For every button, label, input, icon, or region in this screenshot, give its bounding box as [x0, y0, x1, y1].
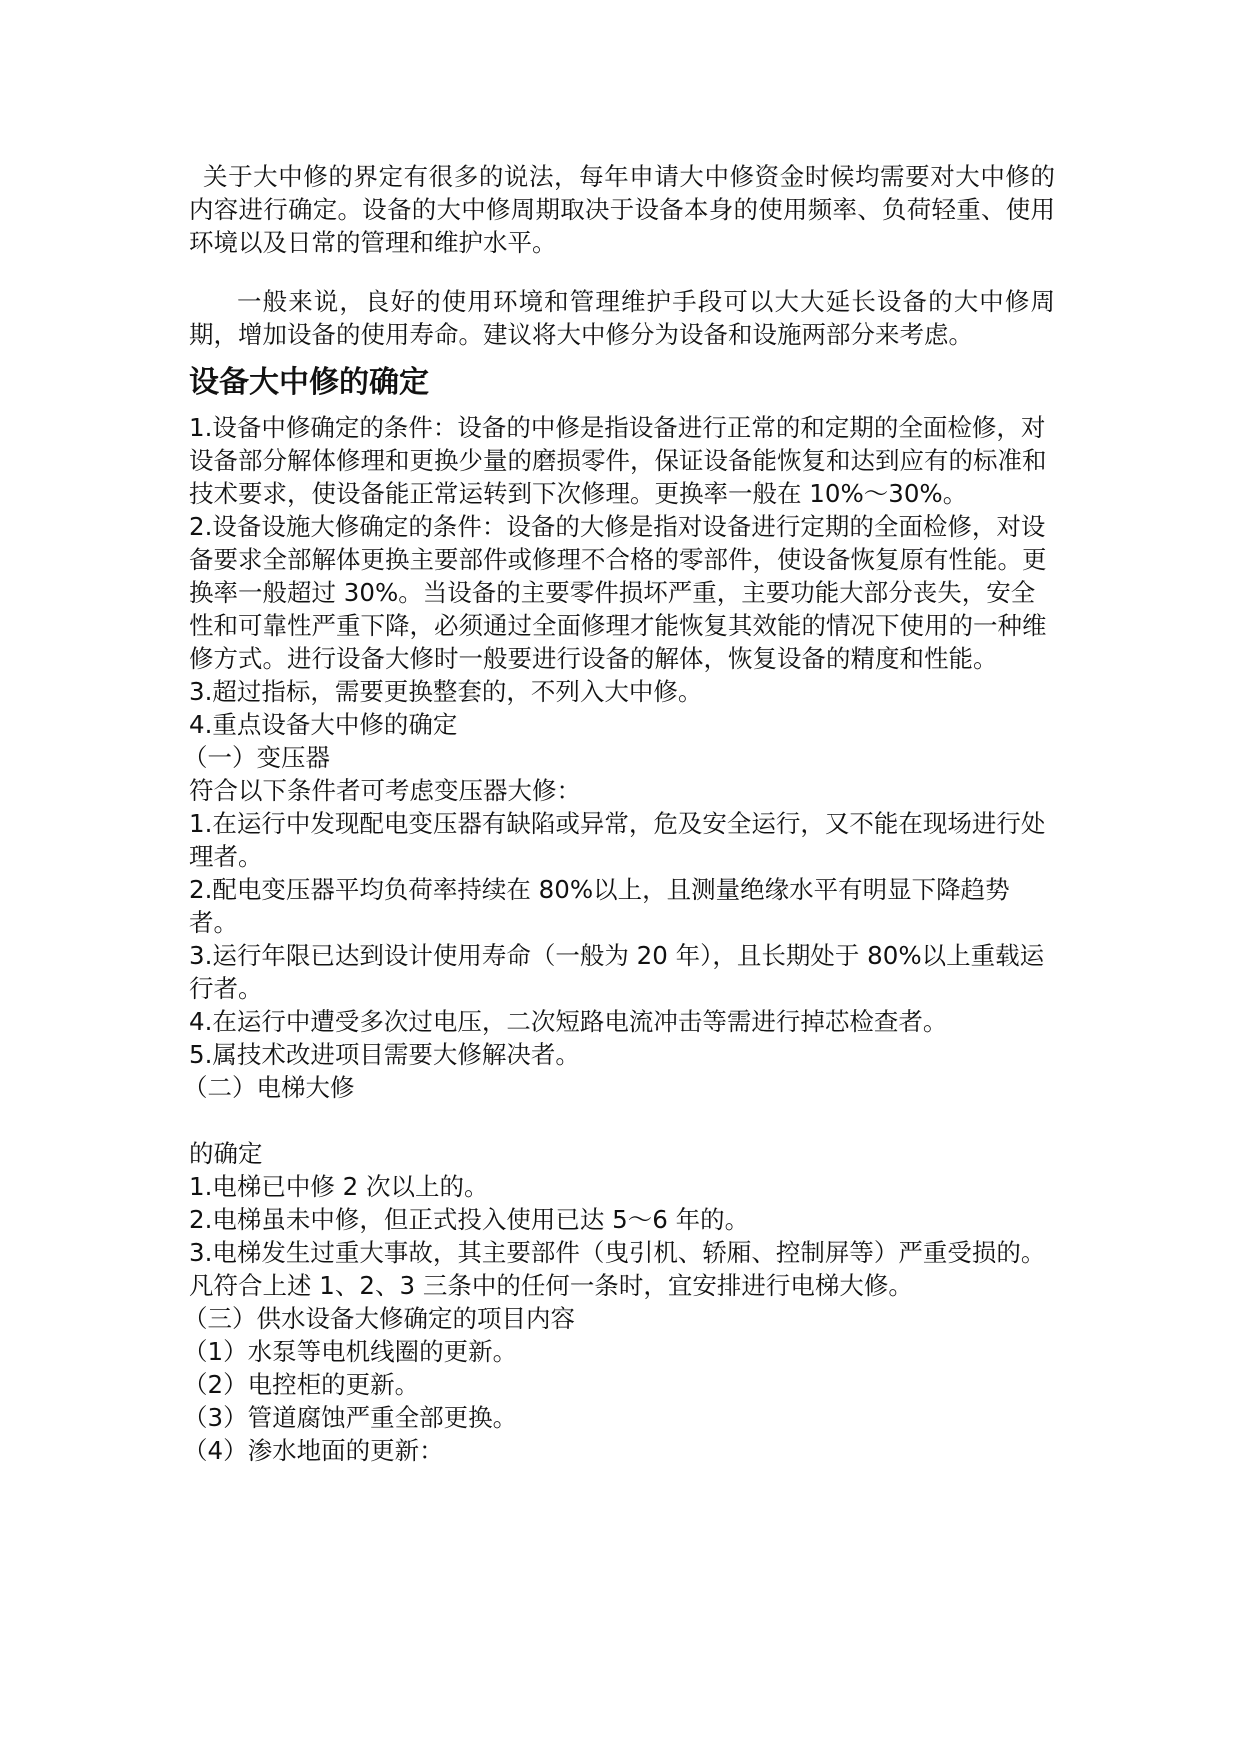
item-2: 2.设备设施大修确定的条件：设备的大修是指对设备进行定期的全面检修，对设备要求全部解体更换主要部件或修理不合格的零部件，使设备恢复原有性能。更换率一般超过 30%。当设备的主要零件损坏严重，主要功能大部分丧失，安全性和可靠性严重下降，必须通过全面修理才能恢复其效能的情况下使用的一种维修方式。进行设备大修时一般要进行设备的解体，恢复设备的精度和性能。 — [189, 512, 1047, 673]
item-1: 1.设备中修确定的条件：设备的中修是指设备进行正常的和定期的全面检修，对设备部分解体修理和更换少量的磨损零件，保证设备能恢复和达到应有的标准和技术要求，使设备能正常运转到下次修理。更换率一般在 10%～30%。 — [189, 413, 1047, 508]
elevator-condition-1: 1.电梯已中修 2 次以上的。 — [189, 1172, 489, 1201]
section-heading: 设备大中修的确定 — [189, 365, 429, 400]
item-4: 4.重点设备大中修的确定 — [189, 710, 458, 739]
water-item-2: （2）电控柜的更新。 — [183, 1370, 420, 1399]
transformer-condition-5: 5.属技术改进项目需要大修解决者。 — [189, 1040, 580, 1069]
elevator-heading: （二）电梯大修 — [183, 1073, 355, 1102]
water-item-3: （3）管道腐蚀严重全部更换。 — [183, 1403, 518, 1432]
transformer-condition-3: 3.运行年限已达到设计使用寿命（一般为 20 年），且长期处于 80%以上重载运行者。 — [189, 941, 1045, 1003]
transformer-condition-1: 1.在运行中发现配电变压器有缺陷或异常，危及安全运行，又不能在现场进行处理者。 — [189, 809, 1046, 871]
elevator-condition-2: 2.电梯虽未中修，但正式投入使用已达 5～6 年的。 — [189, 1205, 750, 1234]
transformer-condition-2: 2.配电变压器平均负荷率持续在 80%以上，且测量绝缘水平有明显下降趋势者。 — [189, 875, 1010, 937]
blank-line — [189, 1104, 1055, 1137]
elevator-heading-continued: 的确定 — [189, 1139, 263, 1168]
transformer-intro: 符合以下条件者可考虑变压器大修： — [189, 776, 581, 805]
item-3: 3.超过指标，需要更换整套的，不列入大中修。 — [189, 677, 703, 706]
transformer-condition-4: 4.在运行中遭受多次过电压，二次短路电流冲击等需进行掉芯检查者。 — [189, 1007, 948, 1036]
elevator-condition-3: 3.电梯发生过重大事故，其主要部件（曳引机、轿厢、控制屏等）严重受损的。 — [189, 1238, 1046, 1267]
water-item-1: （1）水泵等电机线圈的更新。 — [183, 1337, 518, 1366]
elevator-conclusion: 凡符合上述 1、2、3 三条中的任何一条时，宜安排进行电梯大修。 — [189, 1271, 913, 1300]
document-page — [183, 160, 1055, 1467]
transformer-heading: （一）变压器 — [183, 743, 330, 772]
water-heading: （三）供水设备大修确定的项目内容 — [183, 1304, 575, 1333]
intro-paragraph-2: 一般来说，良好的使用环境和管理维护手段可以大大延长设备的大中修周期，增加设备的使用寿命。建议将大中修分为设备和设施两部分来考虑。 — [189, 287, 1055, 349]
water-item-4: （4）渗水地面的更新： — [183, 1436, 444, 1465]
intro-paragraph-1: 关于大中修的界定有很多的说法，每年申请大中修资金时候均需要对大中修的内容进行确定。设备的大中修周期取决于设备本身的使用频率、负荷轻重、使用环境以及日常的管理和维护水平。 — [189, 162, 1055, 257]
